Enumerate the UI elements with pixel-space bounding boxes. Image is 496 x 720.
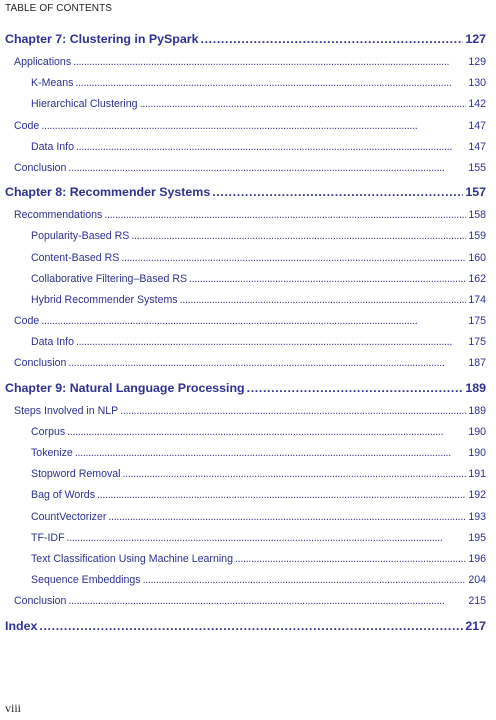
dot-leader (235, 549, 466, 570)
toc-subsection-entry[interactable] (5, 269, 486, 290)
dot-leader (212, 179, 463, 205)
toc-entry-title: Stopword Removal (31, 468, 121, 481)
toc-chapter-page: 217 (465, 618, 486, 633)
dot-leader (247, 375, 464, 401)
toc-chapter-title: Chapter 9: Natural Language Processing (5, 380, 245, 395)
toc-section-entry[interactable] (5, 591, 486, 612)
toc-section-entry[interactable] (5, 205, 486, 226)
toc-subsection-entry[interactable] (5, 94, 486, 115)
toc-section-entry[interactable] (5, 116, 486, 137)
toc-entry-page: 159 (468, 230, 486, 243)
toc-entry-page: 175 (468, 315, 486, 328)
dot-leader (140, 94, 467, 115)
dot-leader (97, 485, 466, 506)
toc-subsection-entry[interactable] (5, 290, 486, 311)
toc-entry-title: Popularity-Based RS (31, 230, 130, 243)
page-number: viii (5, 701, 22, 715)
dot-leader (73, 52, 466, 73)
toc-entry-title: Data Info (31, 140, 74, 153)
toc-entry-title: Sequence Embeddings (31, 574, 141, 587)
toc-subsection-entry[interactable] (5, 422, 486, 443)
dot-leader (41, 311, 466, 332)
toc-subsection-entry[interactable] (5, 248, 486, 269)
toc-subsection-entry[interactable] (5, 464, 486, 485)
toc-entry-title: Code (14, 315, 40, 328)
toc-entry-page: 147 (468, 119, 486, 132)
toc-entry-title: Conclusion (14, 161, 67, 174)
dot-leader (67, 422, 466, 443)
toc-section-entry[interactable] (5, 353, 486, 374)
dot-leader (131, 226, 466, 247)
toc-entry-page: 155 (468, 161, 486, 174)
toc-chapter-entry[interactable] (5, 179, 486, 205)
toc-section-entry[interactable] (5, 401, 486, 422)
toc-subsection-entry[interactable] (5, 332, 486, 353)
toc-subsection-entry[interactable] (5, 485, 486, 506)
toc-entry-title: Applications (14, 56, 72, 68)
dot-leader (39, 613, 463, 639)
toc-chapter-page: 127 (465, 32, 486, 46)
toc-entry-page: 215 (468, 595, 486, 608)
toc-entry-page: 162 (468, 272, 486, 285)
dot-leader (121, 248, 466, 269)
dot-leader (180, 290, 467, 311)
toc-subsection-entry[interactable] (5, 443, 486, 464)
toc-entry-title: Recommendations (14, 209, 103, 222)
toc-entry-page: 190 (468, 447, 486, 459)
toc-subsection-entry[interactable] (5, 73, 486, 94)
toc-entry-title: Text Classification Using Machine Learning (31, 552, 233, 565)
toc-entry-title: Conclusion (14, 595, 67, 608)
toc-entry-title: K-Means (31, 77, 74, 90)
toc-subsection-entry[interactable] (5, 507, 486, 528)
toc-entry-title: Steps Involved in NLP (14, 404, 119, 417)
toc-entry-title: Data Info (31, 336, 74, 349)
toc-subsection-entry[interactable] (5, 549, 486, 570)
dot-leader (68, 353, 466, 374)
toc-subsection-entry[interactable] (5, 137, 486, 158)
toc-entry-page: 189 (468, 404, 486, 417)
toc-entry-page: 175 (468, 336, 486, 349)
toc-entry-page: 158 (468, 209, 486, 222)
toc-entry-page: 190 (468, 425, 486, 438)
dot-leader (200, 26, 463, 52)
dot-leader (41, 116, 466, 137)
toc-section-entry[interactable] (5, 311, 486, 332)
dot-leader (76, 332, 466, 353)
toc-entry-title: Conclusion (14, 357, 67, 370)
toc-section-entry[interactable] (5, 52, 486, 73)
toc-entry-title: Code (14, 119, 40, 132)
dot-leader (189, 269, 466, 290)
toc-chapter-title: Index (5, 618, 38, 633)
toc-entry-page: 191 (468, 468, 486, 481)
toc-entry-title: Collaborative Filtering–Based RS (31, 272, 188, 285)
toc-entry-page: 174 (468, 293, 486, 306)
toc-entry-page: 160 (468, 251, 486, 264)
dot-leader (123, 464, 467, 485)
toc-entry-title: Tokenize (31, 447, 73, 459)
toc-entry-page: 142 (468, 98, 486, 111)
toc-entry-title: CountVectorizer (31, 510, 107, 523)
toc-subsection-entry[interactable] (5, 226, 486, 247)
toc-chapter-page: 189 (465, 380, 486, 395)
toc-entry-title: Hybrid Recommender Systems (31, 293, 178, 306)
toc-subsection-entry[interactable] (5, 570, 486, 591)
toc-entry-title: Bag of Words (31, 489, 95, 502)
dot-leader (143, 570, 467, 591)
toc-chapter-entry[interactable] (5, 375, 486, 401)
dot-leader (108, 507, 466, 528)
toc-entry-title: Corpus (31, 425, 66, 438)
toc-chapter-page: 157 (465, 185, 486, 200)
dot-leader (104, 205, 466, 226)
table-of-contents (5, 26, 486, 639)
toc-entry-title: Content-Based RS (31, 251, 120, 264)
running-head: TABLE OF CONTENTS (5, 3, 113, 14)
toc-subsection-entry[interactable] (5, 528, 486, 549)
toc-entry-page: 187 (468, 357, 486, 370)
toc-section-entry[interactable] (5, 158, 486, 179)
toc-entry-page: 204 (468, 574, 486, 587)
toc-entry-page: 195 (468, 531, 486, 544)
dot-leader (76, 137, 466, 158)
toc-entry-title: Hierarchical Clustering (31, 98, 138, 111)
toc-entry-title: TF-IDF (31, 531, 65, 544)
dot-leader (75, 73, 466, 94)
dot-leader (75, 443, 467, 464)
toc-entry-page: 147 (468, 140, 486, 153)
toc-entry-page: 193 (468, 510, 486, 523)
toc-entry-page: 130 (468, 77, 486, 90)
dot-leader (68, 591, 466, 612)
toc-chapter-entry[interactable] (5, 613, 486, 639)
dot-leader (67, 528, 467, 549)
toc-entry-page: 196 (468, 552, 486, 565)
dot-leader (120, 401, 466, 422)
toc-chapter-title: Chapter 8: Recommender Systems (5, 185, 211, 200)
toc-chapter-title: Chapter 7: Clustering in PySpark (5, 32, 199, 46)
toc-chapter-entry[interactable] (5, 26, 486, 52)
dot-leader (68, 158, 466, 179)
toc-entry-page: 129 (468, 56, 486, 68)
toc-entry-page: 192 (468, 489, 486, 502)
